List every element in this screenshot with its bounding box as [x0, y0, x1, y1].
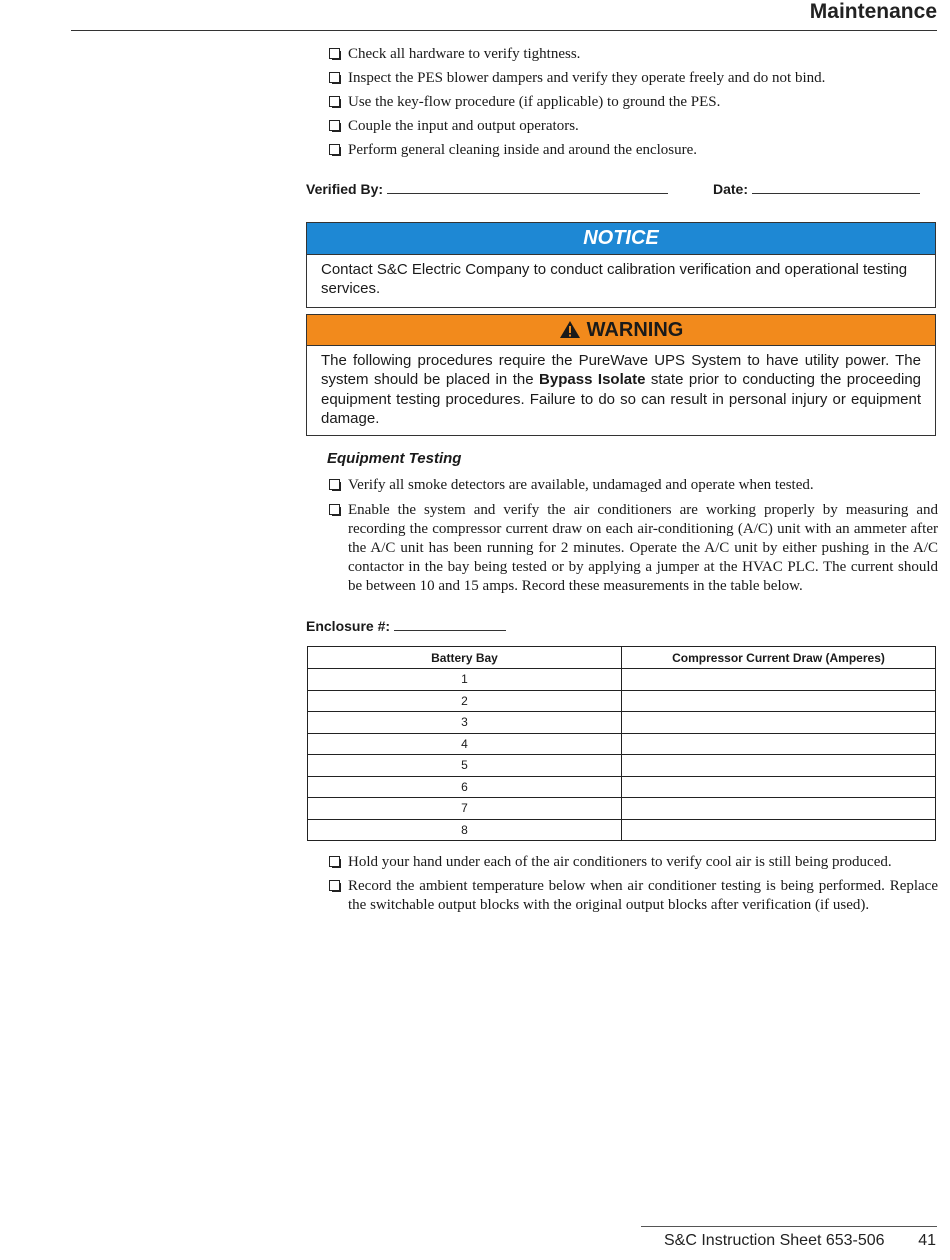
equipment-testing-heading: Equipment Testing — [327, 450, 462, 467]
current-draw-cell — [622, 690, 936, 712]
checklist-item: Verify all smoke detectors are available, undamaged and operate when tested. — [328, 476, 938, 495]
enclosure-blank — [394, 618, 506, 631]
checklist-item: Inspect the PES blower dampers and verify they operate freely and do not bind. — [328, 69, 938, 88]
table-row — [308, 755, 936, 777]
notice-title: NOTICE — [307, 223, 935, 255]
bay-number: 8 — [308, 819, 622, 841]
checkbox-icon — [329, 504, 340, 515]
compressor-current-table — [307, 646, 936, 841]
bay-number: 7 — [308, 798, 622, 820]
checklist-item: Use the key-flow procedure (if applicable) to ground the PES. — [328, 93, 938, 112]
checklist-item: Perform general cleaning inside and around the enclosure. — [328, 141, 938, 160]
notice-body: Contact S&C Electric Company to conduct calibration verification and operational testing services. — [321, 261, 908, 297]
checkbox-icon — [329, 72, 340, 83]
current-draw-cell — [622, 755, 936, 777]
warning-triangle-icon — [559, 320, 581, 339]
bay-number: 5 — [308, 755, 622, 777]
date-blank — [752, 181, 920, 194]
verified-by-blank — [387, 181, 668, 194]
warning-title: WARNING — [586, 319, 684, 341]
checklist-item: Check all hardware to verify tightness. — [328, 45, 938, 64]
enclosure-label: Enclosure #: — [306, 618, 391, 634]
current-draw-cell — [622, 733, 936, 755]
table-row — [308, 819, 936, 841]
table-row — [308, 798, 936, 820]
current-draw-cell — [622, 669, 936, 691]
checkbox-icon — [329, 144, 340, 155]
table-row — [308, 690, 936, 712]
enclosure-number-field — [306, 618, 506, 634]
bay-number: 1 — [308, 669, 622, 691]
current-draw-cell — [622, 798, 936, 820]
verified-by-label: Verified By: — [306, 181, 384, 197]
checklist-item: Record the ambient temperature below when air conditioner testing is being performed. Replace the switchable output blocks with the original output blocks after verification (if used). — [328, 877, 938, 915]
checkbox-icon — [329, 48, 340, 59]
notice-box — [306, 222, 936, 308]
bay-number: 4 — [308, 733, 622, 755]
checkbox-icon — [329, 856, 340, 867]
column-header-current-draw: Compressor Current Draw (Amperes) — [622, 647, 936, 669]
checkbox-icon — [329, 96, 340, 107]
checklist-top — [328, 45, 938, 165]
warning-header — [307, 315, 935, 346]
warning-box — [306, 314, 936, 436]
bay-number: 6 — [308, 776, 622, 798]
bay-number: 3 — [308, 712, 622, 734]
table-header-row — [308, 647, 936, 669]
date-field — [713, 181, 920, 197]
table-row — [308, 776, 936, 798]
table-row — [308, 733, 936, 755]
warning-body: The following procedures require the PureWave UPS System to have utility power. The system should be placed in the Bypass Isolate state prior to conducting the proceeding equipment testing procedures. Failure to do so can result in personal injury or equipment damage. — [321, 352, 922, 427]
checklist-bottom — [328, 853, 938, 920]
column-header-battery-bay: Battery Bay — [308, 647, 622, 669]
header-divider — [71, 30, 937, 31]
checklist-item: Enable the system and verify the air conditioners are working properly by measuring and recording the compressor current draw on each air-conditioning (A/C) unit with an ammeter after the A/C unit has been running for 2 minutes. Operate the A/C unit by either pushing in the A/C contactor in the bay being tested or by applying a jumper at the HVAC PLC. The current should be between 10 and 15 amps. Record these measurements in the table below. — [328, 501, 938, 596]
current-draw-cell — [622, 712, 936, 734]
footer-divider — [641, 1226, 937, 1227]
checklist-item: Couple the input and output operators. — [328, 117, 938, 136]
checklist-item: Hold your hand under each of the air conditioners to verify cool air is still being produced. — [328, 853, 938, 872]
page-section-title: Maintenance — [809, 0, 937, 23]
footer-document-title: S&C Instruction Sheet 653-506 — [664, 1232, 885, 1249]
table-row — [308, 669, 936, 691]
table-row — [308, 712, 936, 734]
current-draw-cell — [622, 776, 936, 798]
current-draw-cell — [622, 819, 936, 841]
checkbox-icon — [329, 120, 340, 131]
checkbox-icon — [329, 880, 340, 891]
bay-number: 2 — [308, 690, 622, 712]
page-number: 41 — [918, 1232, 936, 1249]
verified-by-field — [306, 181, 668, 197]
bypass-isolate-term: Bypass Isolate — [539, 371, 646, 389]
date-label: Date: — [713, 181, 749, 197]
checkbox-icon — [329, 479, 340, 490]
equipment-testing-checklist — [328, 476, 938, 602]
